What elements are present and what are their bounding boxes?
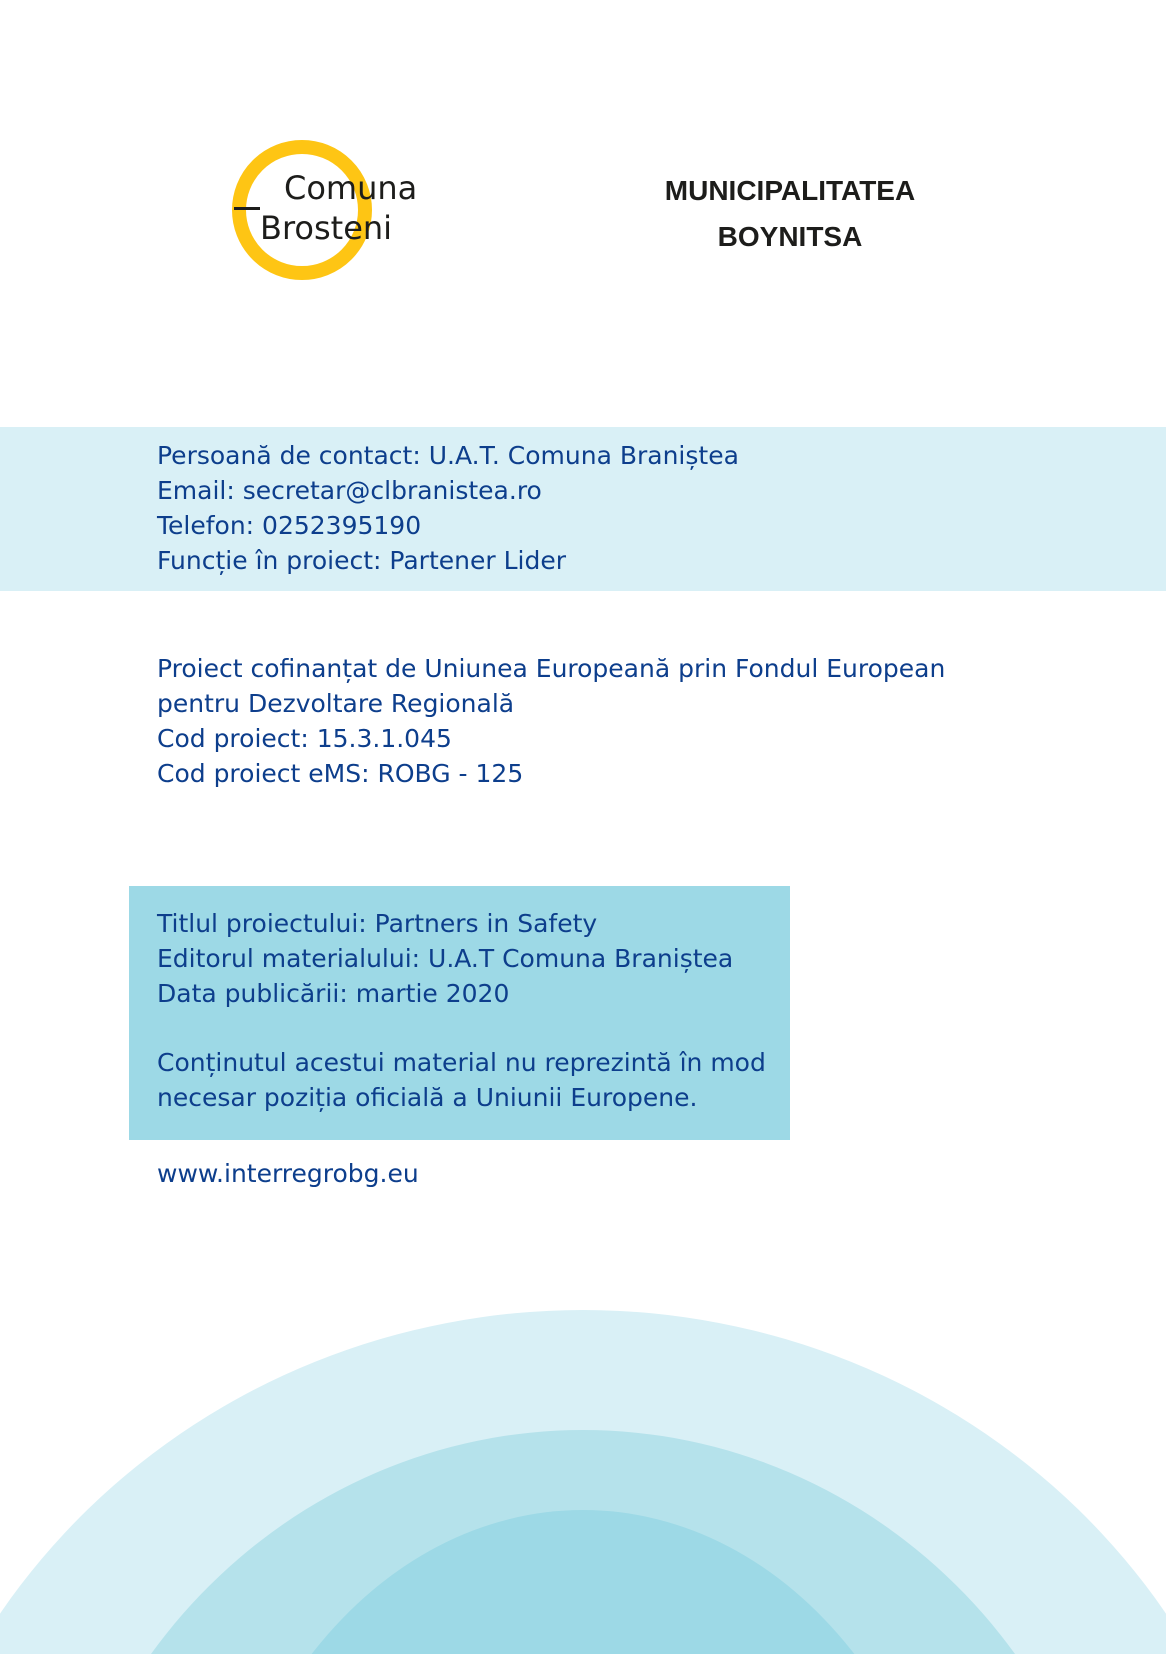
material-editor: Editorul materialului: U.A.T Comuna Braniștea [157,944,734,973]
project-ems-code: Cod proiect eMS: ROBG - 125 [157,759,524,788]
contact-phone: Telefon: 0252395190 [157,511,422,540]
disclaimer-line2: necesar poziția oficială a Uniunii Europene. [157,1083,698,1112]
partner-name-line1: MUNICIPALITATEA [664,175,916,206]
contact-email: Email: secretar@clbranistea.ro [157,476,542,505]
project-code: Cod proiect: 15.3.1.045 [157,724,452,753]
decorative-arcs [0,1300,1166,1654]
cofinance-line2: pentru Dezvoltare Regională [157,689,515,718]
partner-name-line2: BOYNITSA [717,221,863,252]
cofinance-line1: Proiect cofinanțat de Uniunea Europeană prin Fondul European [157,654,946,683]
logo-bar [234,207,260,210]
project-details [157,906,733,1011]
logo-word-brosteni: Brosteni [260,209,393,247]
disclaimer-line1: Conținutul acestui material nu reprezintă în mod [157,1048,766,1077]
website-link[interactable]: www.interregrobg.eu [157,1159,419,1188]
contact-role: Funcție în proiect: Partener Lider [157,546,566,575]
project-info [157,651,945,791]
disclaimer [157,1045,766,1115]
comuna-brosteni-logo [232,140,442,280]
contact-person: Persoană de contact: U.A.T. Comuna Braniștea [157,441,739,470]
project-title: Titlul proiectului: Partners in Safety [157,909,598,938]
contact-info [157,438,739,578]
partner-name [590,168,990,260]
logo-word-comuna: Comuna [284,169,418,207]
publication-date: Data publicării: martie 2020 [157,979,510,1008]
